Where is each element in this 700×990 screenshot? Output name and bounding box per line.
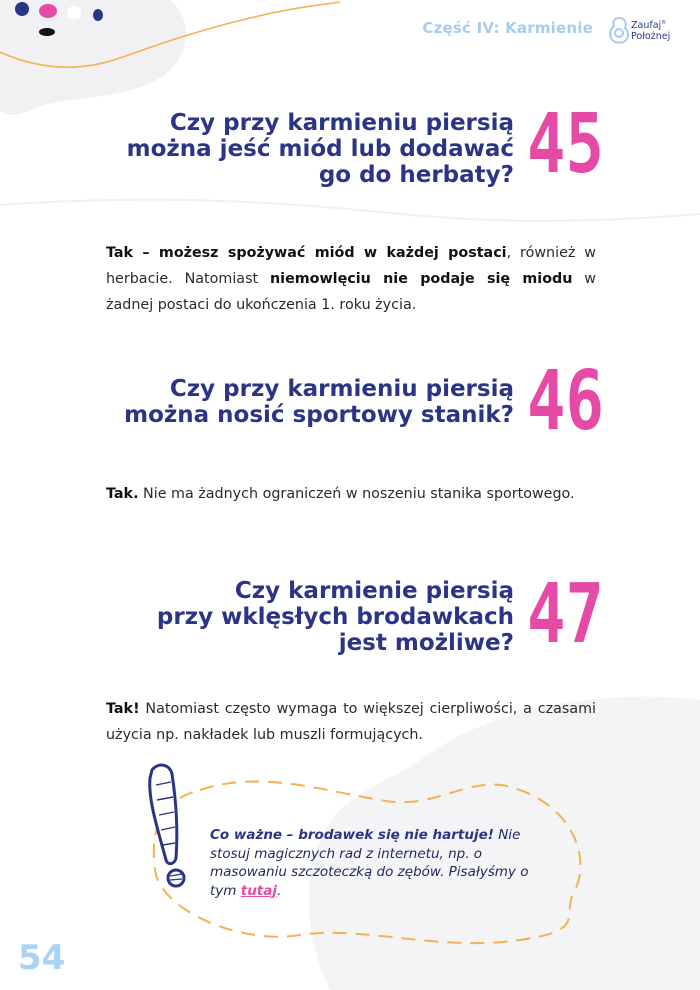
- note-link[interactable]: tutaj: [240, 882, 277, 899]
- dot-blue: [93, 9, 103, 21]
- question-47-title: Czy karmienie piersią przy wklęsłych brodawkach jest możliwe?: [156, 578, 514, 656]
- section-title: Część IV: Karmienie: [422, 19, 593, 37]
- dot-pink: [39, 4, 57, 18]
- dot-navy: [15, 2, 29, 16]
- question-46-number: 46: [527, 354, 605, 449]
- important-note: Co ważne – brodawek się nie hartuje! Nie stosuj magicznych rad z internetu, np. o masowaniu szczoteczką do zębów. Pisałyśmy o tym tutaj.: [210, 827, 529, 899]
- question-45-title: Czy przy karmieniu piersią można jeść miód lub dodawać go do herbaty?: [126, 110, 514, 188]
- logo-icon: [608, 15, 630, 45]
- logo-text: Zaufaj® Położnej: [631, 20, 671, 43]
- question-47-answer: Tak! Natomiast często wymaga to większej cierpliwości, a czasami użycia np. nakładek lub muszli formujących.: [106, 701, 596, 743]
- dot-white: [67, 6, 81, 20]
- question-46-title: Czy przy karmieniu piersią można nosić sportowy stanik?: [124, 376, 514, 428]
- page-number: 54: [18, 938, 66, 978]
- note-body: Nie stosuj magicznych rad z internetu, np. o masowaniu szczoteczką do zębów. Pisałyśmy o tym: [210, 827, 529, 899]
- divider-curve: [0, 200, 700, 221]
- brand-logo[interactable]: [608, 13, 688, 47]
- dot-black: [39, 28, 55, 36]
- question-45-number: 45: [527, 97, 605, 192]
- question-46-answer: Tak. Nie ma żadnych ograniczeń w noszeniu stanika sportowego.: [106, 486, 575, 502]
- question-47-number: 47: [527, 567, 605, 662]
- top-left-blob: [0, 0, 186, 115]
- question-45-answer: Tak – możesz spożywać miód w każdej postaci, również w herbacie. Natomiast niemowlęciu nie podaje się miodu w żadnej postaci do ukończenia 1. roku życia.: [106, 245, 596, 313]
- note-lead: Co ważne – brodawek się nie hartuje!: [210, 827, 494, 843]
